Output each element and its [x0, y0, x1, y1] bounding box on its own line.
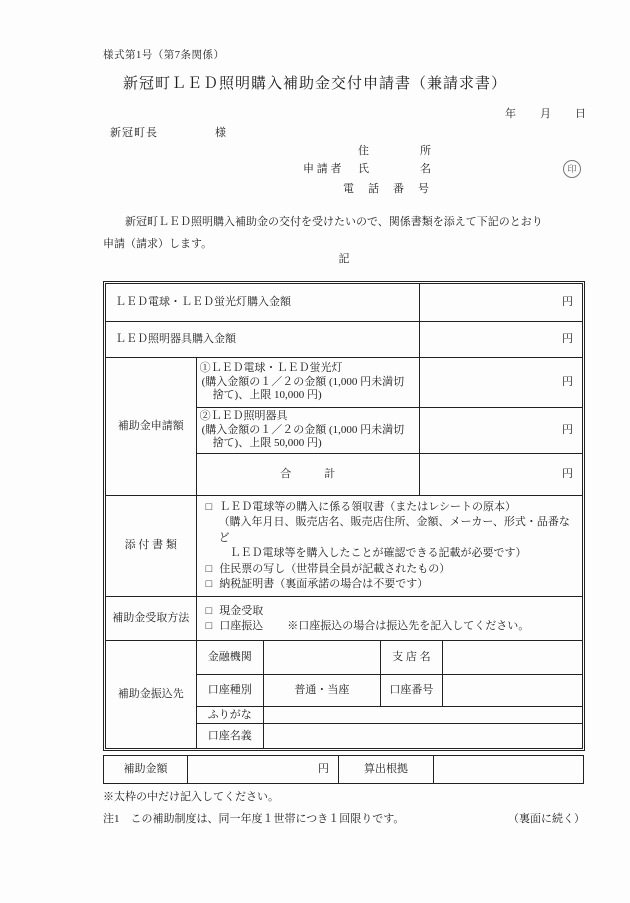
account-type-label: 口座種別: [196, 675, 263, 707]
led-bulb-purchase-label: ＬＥＤ電球・ＬＥＤ蛍光灯購入金額: [106, 284, 420, 322]
payment-method-content: [196, 597, 582, 641]
bank-branch-label: 支 店 名: [380, 641, 442, 675]
checkbox-icon: □: [205, 578, 213, 591]
subsidy-total-amount-cell: 円: [419, 454, 582, 496]
subsidy-item2-amount-cell: 円: [419, 408, 582, 454]
bank-transfer-label: 補助金振込先: [106, 641, 197, 749]
furigana-input-cell: [263, 707, 582, 724]
subsidy-item2-title: ②ＬＥＤ照明器具: [199, 410, 288, 423]
applicant-group-label: 申 請 者: [303, 163, 342, 175]
fill-instruction-note: ※太枠の中だけ記入してください。: [103, 791, 279, 803]
subsidy-item2-desc-line2: 捨て)、上限 50,000 円): [212, 437, 322, 450]
bank-institution-input-cell: [263, 641, 380, 675]
summary-basis-cell: [434, 756, 584, 784]
account-number-input-cell: [443, 675, 583, 707]
subsidy-item1-desc-line1: (購入金額の１／２の金額 (1,000 円未満切: [201, 375, 405, 388]
bank-branch-input-cell: [443, 641, 583, 675]
subsidy-item1-description: [196, 358, 419, 408]
table-row: [106, 284, 583, 322]
account-type-options: 普通・当座: [263, 675, 380, 707]
subsidy-item1-title: ①ＬＥＤ電球・ＬＥＤ蛍光灯: [199, 362, 343, 375]
summary-amount-label: 補助金額: [104, 756, 188, 784]
led-fixture-purchase-amount-cell: 円: [419, 322, 582, 358]
attachments-label: 添 付 書 類: [106, 496, 197, 597]
account-number-label: 口座番号: [380, 675, 442, 707]
attachment-item-residence: [206, 562, 580, 577]
led-bulb-purchase-amount-cell: 円: [419, 284, 582, 322]
attachment-item-receipt: [206, 500, 580, 515]
application-statement: [103, 211, 587, 255]
attachment-receipt-note-line1: （購入年月日、販売店名、販売店住所、金額、メーカー、形式・品番など: [218, 516, 570, 544]
attachment-item-tax-cert: [206, 577, 580, 592]
table-row: [106, 358, 583, 408]
table-row: [106, 322, 583, 358]
checkbox-icon: □: [205, 619, 213, 632]
account-holder-label: 口座名義: [196, 724, 263, 749]
checkbox-icon: □: [205, 604, 213, 617]
led-fixture-purchase-label: ＬＥＤ照明器具購入金額: [106, 322, 420, 358]
statement-line-2: 申請（請求）します。: [103, 238, 213, 250]
applicant-phone-label: 電話番号: [343, 183, 443, 195]
payment-option-transfer: [206, 619, 580, 634]
checkbox-icon: □: [205, 562, 213, 575]
seal-character: 印: [567, 163, 577, 174]
attachment-item-residence-text: 住民票の写し（世帯員全員が記載されたもの）: [219, 562, 451, 575]
account-holder-input-cell: [263, 724, 582, 749]
attachment-item-tax-cert-text: 納税証明書（裏面承諾の場合は不要です）: [219, 578, 429, 591]
summary-basis-label: 算出根拠: [339, 756, 434, 784]
footnote-1: 注1 この補助制度は、同一年度１世帯につき１回限りです。: [103, 813, 405, 825]
summary-amount-cell: 円: [188, 756, 339, 784]
continued-on-back-note: （裏面に続く）: [508, 813, 585, 825]
main-form-table: [103, 281, 585, 751]
table-row: [106, 597, 583, 641]
page-title: 新冠町ＬＥＤ照明購入補助金交付申請書（兼請求書）: [122, 76, 507, 92]
table-row: [106, 496, 583, 597]
subsidy-total-label: 合 計: [196, 454, 419, 496]
bank-institution-label: 金融機関: [196, 641, 263, 675]
seal-mark-icon: [563, 160, 581, 178]
payment-option-cash: [206, 604, 580, 619]
transfer-note: ※口座振込の場合は振込先を記入してください。: [287, 619, 530, 632]
subsidy-request-label: 補助金申請額: [106, 358, 197, 496]
statement-line-1: 新冠町ＬＥＤ照明購入補助金の交付を受けたいので、関係書類を添えて下記のとおり: [125, 216, 543, 228]
table-row: [104, 756, 584, 784]
subsidy-item1-amount-cell: 円: [419, 358, 582, 408]
summary-table: [103, 755, 583, 784]
record-mark: 記: [338, 253, 350, 265]
addressee-honorific: 様: [215, 127, 226, 139]
table-row: [106, 641, 583, 675]
attachments-content: [196, 496, 582, 597]
furigana-label: ふりがな: [196, 707, 263, 724]
attachment-item-receipt-text: ＬＥＤ電球等の購入に係る領収書（またはレシートの原本）: [219, 501, 516, 513]
subsidy-item2-desc-line1: (購入金額の１／２の金額 (1,000 円未満切: [201, 423, 405, 436]
date-line: 年月日: [505, 108, 610, 120]
payment-option-cash-text: 現金受取: [219, 604, 264, 617]
addressee-name: 新冠町長: [110, 127, 158, 139]
applicant-address-label: 住所: [358, 145, 482, 157]
payment-method-label: 補助金受取方法: [106, 597, 197, 641]
form-number: 様式第1号（第7条関係）: [103, 50, 225, 61]
checkbox-icon: □: [205, 501, 213, 513]
attachment-receipt-note-line2: ＬＥＤ電球等を購入したことが確認できる記載が必要です）: [229, 547, 527, 560]
subsidy-item2-description: [196, 408, 419, 454]
applicant-name-label: 氏名: [358, 163, 482, 175]
payment-option-transfer-text: 口座振込: [219, 619, 264, 632]
subsidy-item1-desc-line2: 捨て)、上限 10,000 円): [212, 389, 322, 402]
